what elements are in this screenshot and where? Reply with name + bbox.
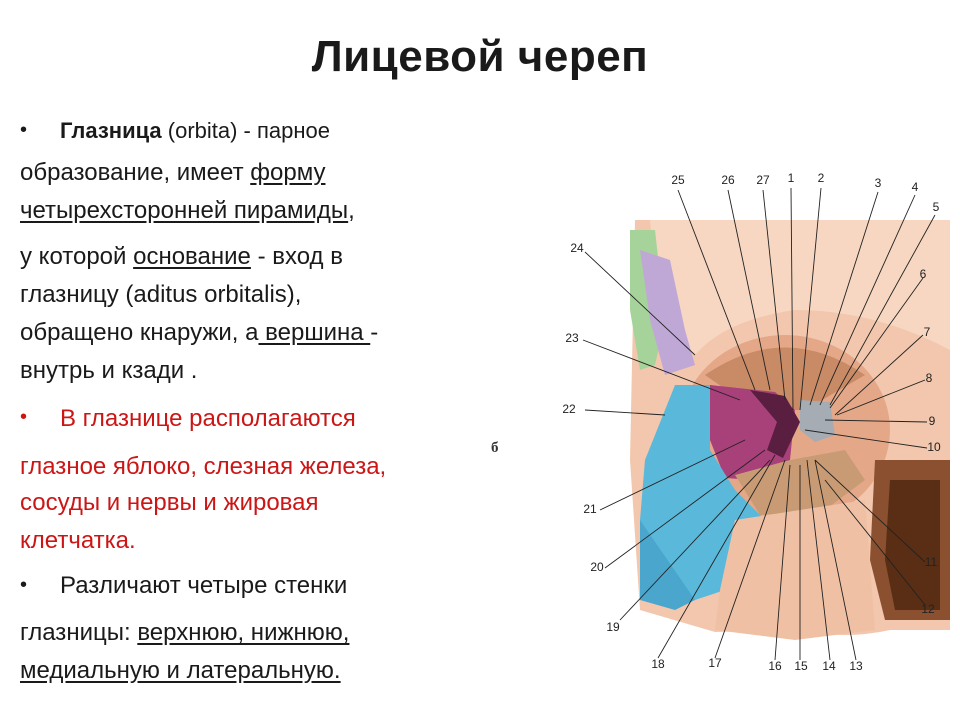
label-6: 6 [919, 267, 927, 281]
label-16: 16 [768, 659, 782, 673]
label-5: 5 [932, 200, 940, 214]
bullet-1-line-3: четырехсторонней пирамиды, [20, 197, 355, 224]
bullet-dot-2: • [20, 406, 28, 428]
label-18: 18 [651, 657, 665, 671]
label-25: 25 [671, 173, 685, 187]
bullet-2-line-4: клетчатка. [20, 527, 136, 554]
label-2: 2 [817, 171, 825, 185]
bullet-1-line-7: внутрь и кзади . [20, 357, 198, 384]
bullet-1-line-2: образование, имеет форму [20, 159, 326, 186]
bullet-2-line-1: В глазнице располагаются [60, 405, 356, 432]
label-23: 23 [565, 331, 579, 345]
bullet-3-line-1: Различают четыре стенки [60, 572, 348, 599]
slide-title: Лицевой череп [311, 32, 649, 81]
lower-bone [715, 500, 875, 640]
bullet-dot-1: • [20, 119, 28, 141]
label-3: 3 [874, 176, 882, 190]
label-9: 9 [928, 414, 936, 428]
label-11: 11 [924, 555, 938, 569]
figure-letter: б [491, 440, 499, 456]
label-24: 24 [570, 241, 584, 255]
label-4: 4 [911, 180, 919, 194]
label-8: 8 [925, 371, 933, 385]
label-19: 19 [606, 620, 620, 634]
bullet-2-line-2: глазное яблоко, слезная железа, [20, 453, 387, 480]
bullet-2-line-3: сосуды и нервы и жировая [20, 489, 319, 516]
label-15: 15 [794, 659, 808, 673]
label-27: 27 [756, 173, 770, 187]
label-14: 14 [822, 659, 836, 673]
label-26: 26 [721, 173, 735, 187]
bullet-1-line-6: обращено кнаружи, а вершина - [20, 319, 379, 346]
bullet-3-line-3: медиальную и латеральную. [20, 657, 341, 684]
orbit-drawing [545, 160, 960, 680]
label-17: 17 [708, 656, 722, 670]
label-13: 13 [849, 659, 863, 673]
nasal-cavity-inner [885, 480, 940, 610]
label-1: 1 [787, 171, 795, 185]
label-7: 7 [923, 325, 931, 339]
bullet-1-line-4: у которой основание - вход в [20, 243, 343, 270]
bullet-1-line-1: Глазница (orbita) - парное [60, 118, 330, 143]
orbit-illustration [545, 160, 960, 680]
label-21: 21 [583, 502, 597, 516]
bullet-1-line-5: глазницу (aditus orbitalis), [20, 281, 302, 308]
bullet-dot-3: • [20, 574, 28, 596]
label-22: 22 [562, 402, 576, 416]
label-20: 20 [590, 560, 604, 574]
label-10: 10 [927, 440, 941, 454]
label-12: 12 [921, 602, 935, 616]
bullet-3-line-2: глазницы: верхнюю, нижнюю, [20, 619, 350, 646]
